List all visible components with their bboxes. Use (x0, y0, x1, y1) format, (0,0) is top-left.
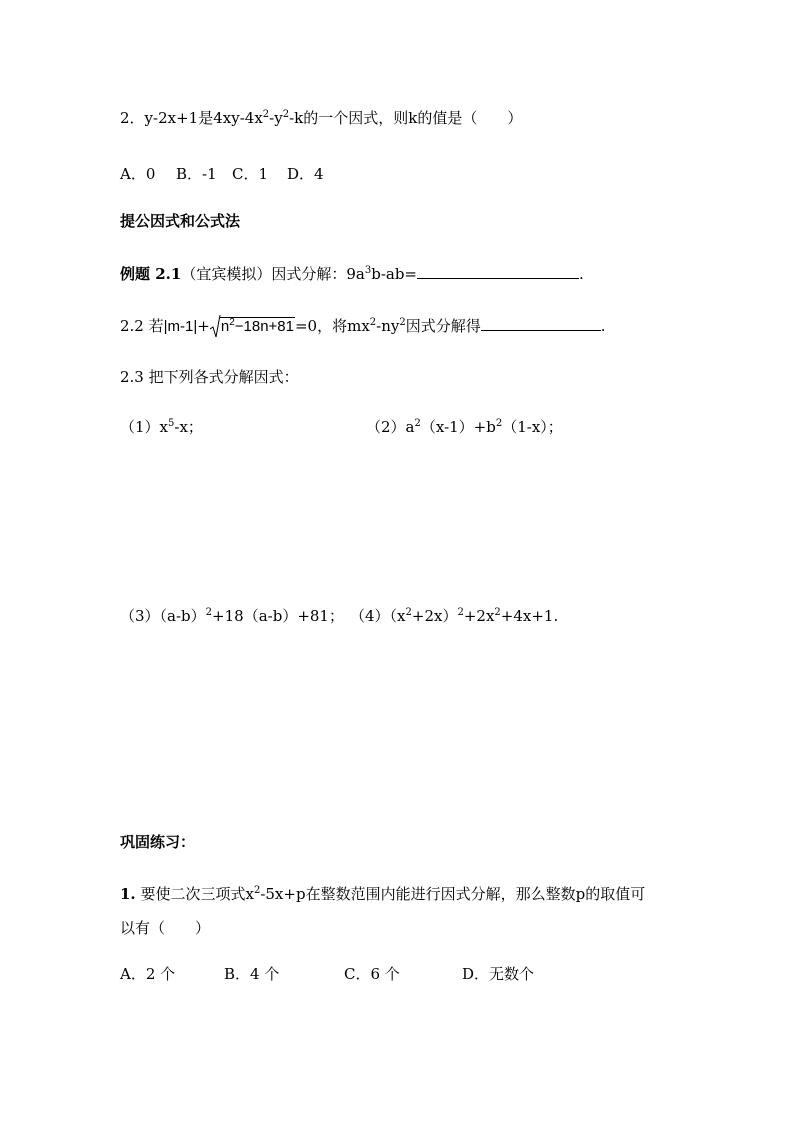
option-d[interactable]: D．4 (287, 165, 324, 183)
option-b[interactable]: B．-1 (176, 165, 217, 183)
question-2-options (120, 164, 324, 184)
answer-blank[interactable] (417, 264, 579, 279)
example-2-3-title: 2.3 把下列各式分解因式： (120, 368, 299, 386)
question-2-stem: 2．y-2x+1是$4xy-4x^2-y^2-k$的一个因式，则k的值是（ ） (120, 109, 523, 127)
question-number: 2． (120, 109, 145, 127)
practice-question-1-line-2: 以有（ ） (120, 919, 211, 937)
absolute-value: |m-1| (163, 318, 198, 335)
section-title: 提公因式和公式法 (120, 212, 241, 230)
radical-sign-icon (210, 315, 221, 339)
square-root-expression: $n^2-18n+81$ (210, 316, 295, 339)
practice-title: 巩固练习： (120, 833, 196, 851)
option-a[interactable]: A．0 (120, 165, 156, 183)
answer-blank[interactable] (481, 316, 601, 331)
problem-3: $(3)(a-b)^2+18(a-b)+81$； (120, 607, 344, 625)
question-number: 1. (120, 885, 136, 903)
problem-2: $(2)a^2(x-1)+b^2(1-x)$； (366, 418, 563, 436)
option-d[interactable]: D．无数个 (462, 965, 535, 983)
option-c[interactable]: C．1 (232, 165, 269, 183)
option-c[interactable]: C．6 个 (344, 965, 400, 983)
problem-1: $(1)x^5-x$； (120, 418, 203, 436)
option-b[interactable]: B．4 个 (224, 965, 280, 983)
practice-question-1: 1. 要使二次三项式$x^2-5x+p$在整数范围内能进行因式分解，那么整数p的取值可 (120, 885, 646, 903)
example-2-2: 2.2 若|m-1|+ $n^2-18n+81=0$，将$mx^2-ny^2$因式分解得 . (120, 316, 606, 339)
example-label: 例题 2.1 (120, 265, 182, 283)
example-2-1: 例题 2.1（宜宾模拟）因式分解：$9a^3b-ab=$ . (120, 265, 584, 283)
practice-question-1-options (120, 964, 534, 984)
option-a[interactable]: A．2 个 (120, 965, 176, 983)
problem-4: $(4)(x^2+2x)^2+2x^2+4x+1$. (350, 607, 559, 625)
